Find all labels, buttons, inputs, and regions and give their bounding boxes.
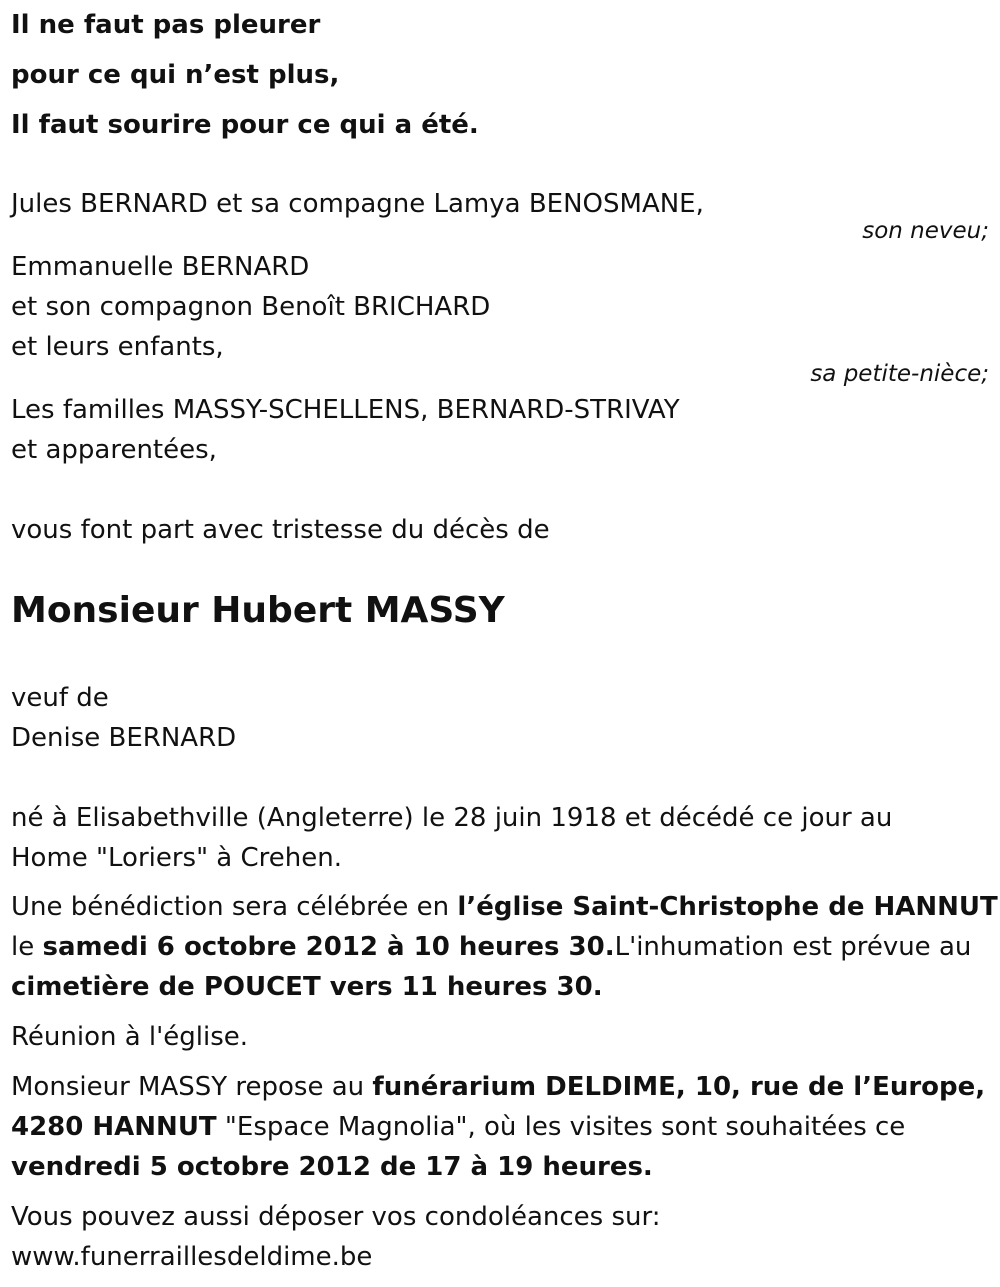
family-grandniece <box>11 247 989 387</box>
family-line: Les familles MASSY-SCHELLENS, BERNARD-STRIVAY <box>11 395 680 425</box>
funeral-home: funérarium DELDIME, 10, rue de l’Europe, <box>372 1072 986 1102</box>
ceremony-line: le samedi 6 octobre 2012 à 10 heures 30.L'inhumation est prévue au <box>11 932 972 962</box>
family-line: Jules BERNARD et sa compagne Lamya BENOSMANE, <box>11 189 704 219</box>
condolences-url[interactable]: www.funerraillesdeldime.be <box>11 1242 373 1272</box>
relation-label: sa petite-nièce; <box>810 361 989 387</box>
visitation-line: Monsieur MASSY repose au funérarium DELDIME, 10, rue de l’Europe, <box>11 1072 986 1102</box>
quote-line: pour ce qui n’est plus, <box>11 60 340 90</box>
family-line: et apparentées, <box>11 435 217 465</box>
ceremony-date: samedi 6 octobre 2012 à 10 heures 30. <box>42 932 615 962</box>
birth-line: né à Elisabethville (Angleterre) le 28 juin 1918 et décédé ce jour au <box>11 803 893 833</box>
deceased-name: Monsieur Hubert MASSY <box>11 590 505 631</box>
burial-place: cimetière de POUCET vers 11 heures 30. <box>11 972 603 1002</box>
reunion-line: Réunion à l'église. <box>11 1022 249 1052</box>
family-line: et leurs enfants, <box>11 332 224 362</box>
family-nephew <box>11 184 989 244</box>
visitation-line <box>11 1147 985 1187</box>
widower-line: veuf de <box>11 683 109 713</box>
visitation-line: 4280 HANNUT "Espace Magnolia", où les visites sont souhaitées ce <box>11 1112 906 1142</box>
quote-line: Il faut sourire pour ce qui a été. <box>11 110 479 140</box>
spouse-name: Denise BERNARD <box>11 723 237 753</box>
announcement: vous font part avec tristesse du décès de <box>11 515 550 545</box>
ceremony-block <box>11 887 998 1007</box>
ceremony-line <box>11 967 998 1007</box>
condolences-line: Vous pouvez aussi déposer vos condoléances sur: <box>11 1202 661 1232</box>
family-line: Emmanuelle BERNARD <box>11 252 310 282</box>
relation-label: son neveu; <box>862 218 989 244</box>
condolences-block <box>11 1197 661 1277</box>
quote-line: Il ne faut pas pleurer <box>11 10 321 40</box>
ceremony-line: Une bénédiction sera célébrée en l’église Saint-Christophe de HANNUT <box>11 892 998 922</box>
quote-block <box>11 0 479 150</box>
funeral-home-city: 4280 HANNUT <box>11 1112 217 1142</box>
widower-block <box>11 678 236 758</box>
death-place-line: Home "Loriers" à Crehen. <box>11 843 342 873</box>
family-line: et son compagnon Benoît BRICHARD <box>11 292 491 322</box>
visitation-date: vendredi 5 octobre 2012 de 17 à 19 heures. <box>11 1152 653 1182</box>
visitation-block <box>11 1067 985 1187</box>
birth-death-block <box>11 798 892 878</box>
family-relatives <box>11 390 680 470</box>
church-name: l’église Saint-Christophe de HANNUT <box>457 892 998 922</box>
